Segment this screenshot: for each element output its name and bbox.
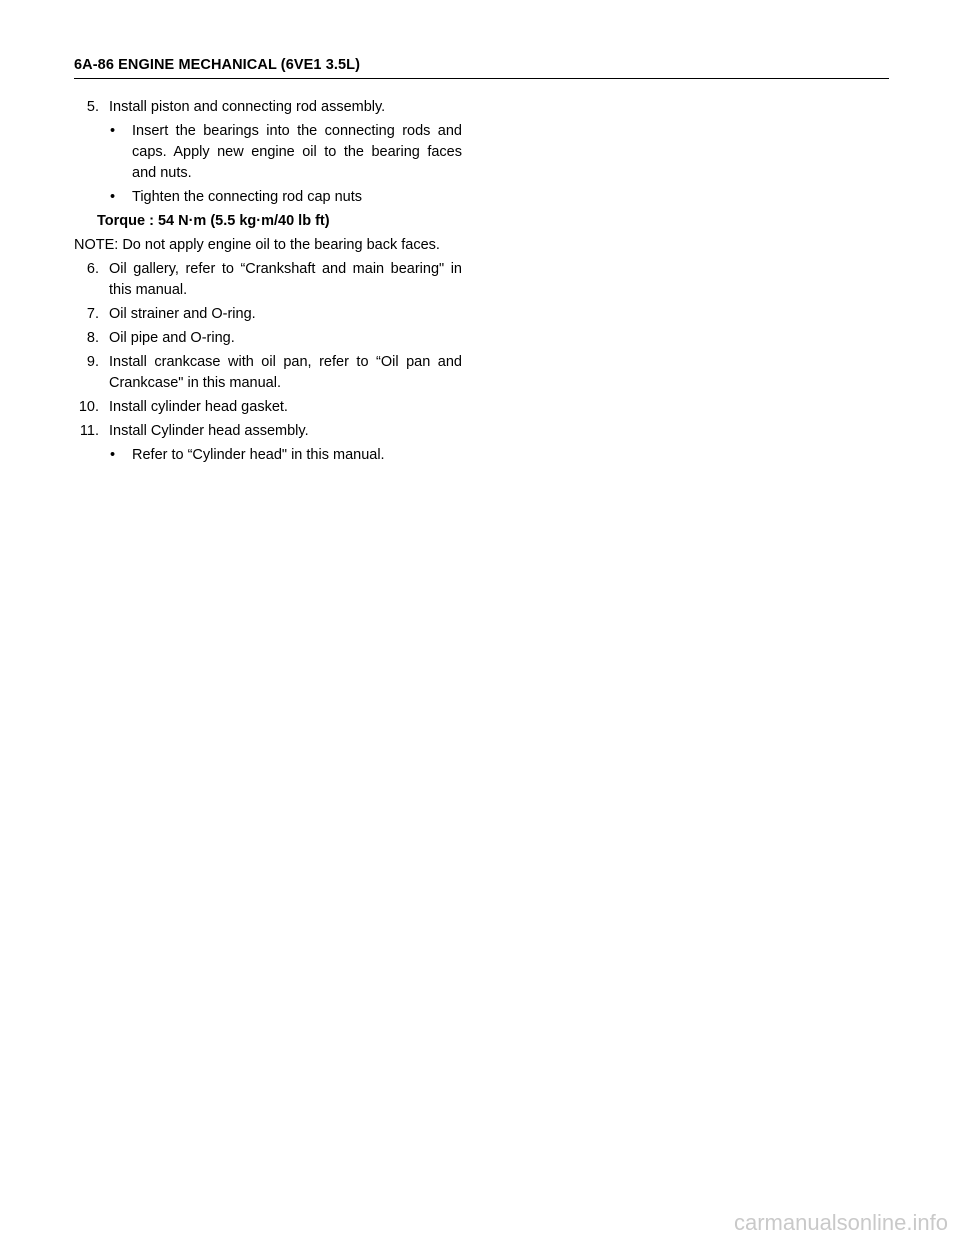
bullet-text: Tighten the connecting rod cap nuts — [132, 189, 363, 205]
note-text: NOTE: Do not apply engine oil to the bearing back faces. — [74, 237, 440, 253]
step-text: Oil pipe and O-ring. — [109, 330, 235, 346]
step-number: 5. — [86, 99, 99, 115]
procedure-content — [74, 97, 462, 469]
page-title: 6A-86 ENGINE MECHANICAL (6VE1 3.5L) — [74, 57, 361, 73]
bullet-text: Insert the bearings into the connecting rods and caps. Apply new engine oil to the bearing faces and nuts. — [132, 123, 462, 181]
bullet-text: Refer to “Cylinder head" in this manual. — [132, 447, 385, 463]
step-10 — [74, 397, 462, 418]
torque-spec: Torque : 54 N·m (5.5 kg·m/40 lb ft) — [97, 213, 330, 229]
step-11-bullet-1 — [74, 445, 462, 466]
step-text: Install cylinder head gasket. — [109, 399, 288, 415]
bullet-icon: • — [110, 189, 116, 205]
step-number: 11. — [79, 423, 99, 439]
step-number: 10. — [78, 399, 99, 415]
step-6 — [74, 259, 462, 301]
step-number: 9. — [86, 354, 99, 370]
step-11 — [74, 421, 462, 442]
step-text: Install piston and connecting rod assembly. — [109, 99, 386, 115]
step-5-bullet-1 — [74, 121, 462, 184]
step-text: Oil strainer and O-ring. — [109, 306, 256, 322]
step-number: 8. — [86, 330, 99, 346]
bullet-icon: • — [110, 123, 116, 139]
step-text: Oil gallery, refer to “Crankshaft and main bearing" in this manual. — [109, 261, 462, 298]
watermark: carmanualsonline.info — [733, 1210, 948, 1235]
step-number: 7. — [86, 306, 99, 322]
step-text: Install crankcase with oil pan, refer to “Oil pan and Crankcase" in this manual. — [109, 354, 462, 391]
bullet-icon: • — [110, 447, 116, 463]
step-number: 6. — [86, 261, 99, 277]
step-9 — [74, 352, 462, 394]
step-5 — [74, 97, 462, 118]
step-7 — [74, 304, 462, 325]
step-text: Install Cylinder head assembly. — [109, 423, 309, 439]
step-8 — [74, 328, 462, 349]
step-5-bullet-2 — [74, 187, 462, 208]
page-header — [74, 56, 889, 79]
